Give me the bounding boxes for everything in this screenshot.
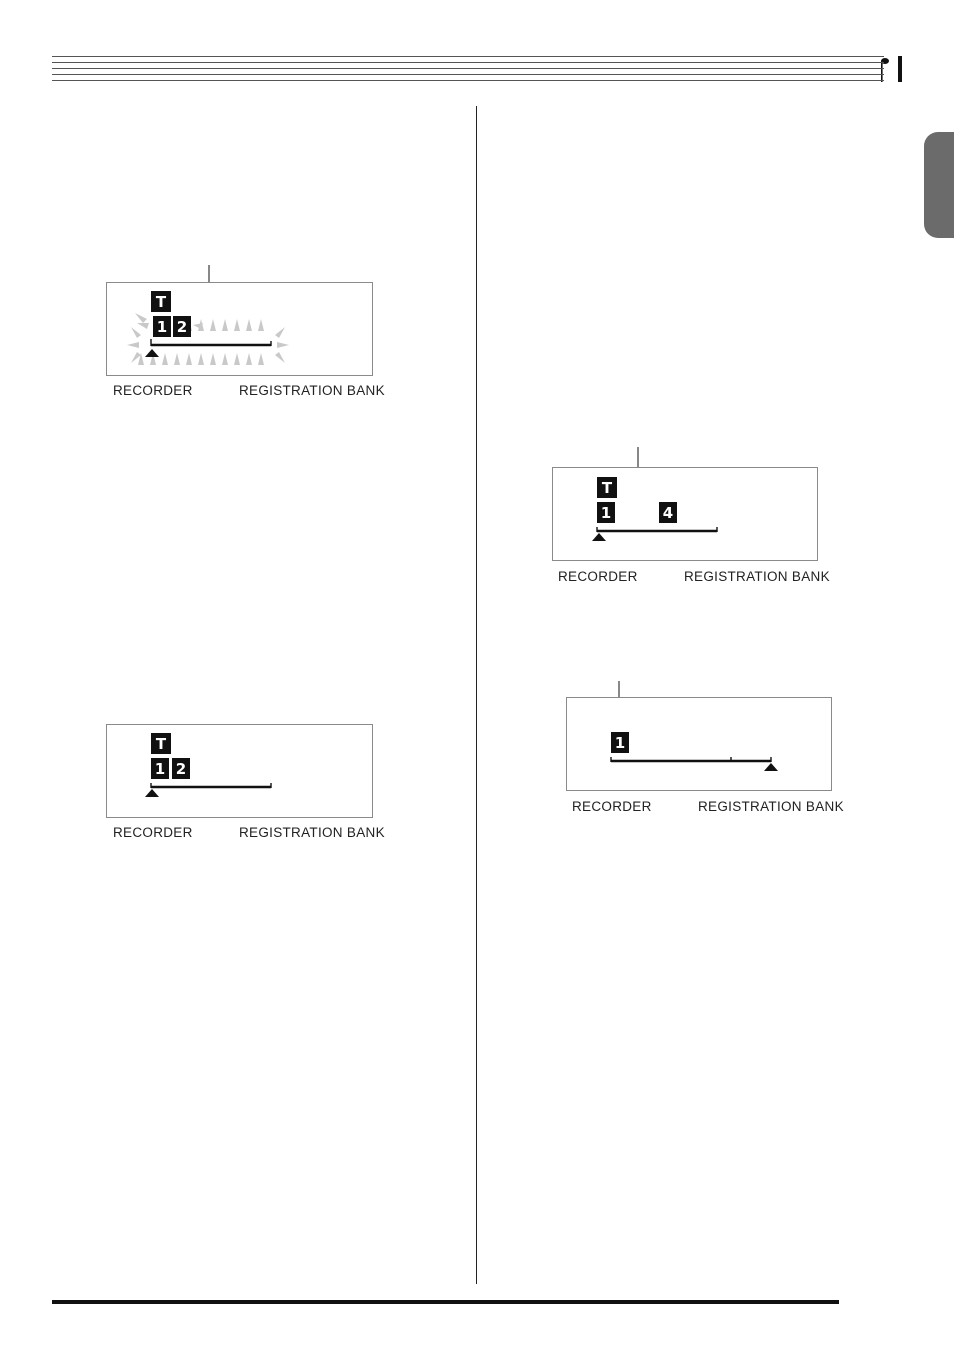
registration-bank-label: REGISTRATION BANK xyxy=(684,569,830,584)
position-marker-icon xyxy=(764,763,778,771)
track-2-label: 2 xyxy=(176,318,188,336)
recorder-label: RECORDER xyxy=(572,799,652,814)
track-4-label: 4 xyxy=(662,504,674,522)
lcd-display-4 xyxy=(566,697,832,791)
recorder-label: RECORDER xyxy=(113,825,193,840)
track-t-label: T xyxy=(155,293,167,311)
track-t-label: T xyxy=(601,479,613,497)
registration-bank-label: REGISTRATION BANK xyxy=(698,799,844,814)
registration-bank-label: REGISTRATION BANK xyxy=(239,383,385,398)
track-1-label: 1 xyxy=(614,734,626,752)
track-1-label: 1 xyxy=(156,318,168,336)
recorder-label: RECORDER xyxy=(113,383,193,398)
registration-bank-label: REGISTRATION BANK xyxy=(239,825,385,840)
track-1-label: 1 xyxy=(600,504,612,522)
track-2-label: 2 xyxy=(175,760,187,778)
track-t-label: T xyxy=(155,735,167,753)
recorder-label: RECORDER xyxy=(558,569,638,584)
track-1-label: 1 xyxy=(154,760,166,778)
